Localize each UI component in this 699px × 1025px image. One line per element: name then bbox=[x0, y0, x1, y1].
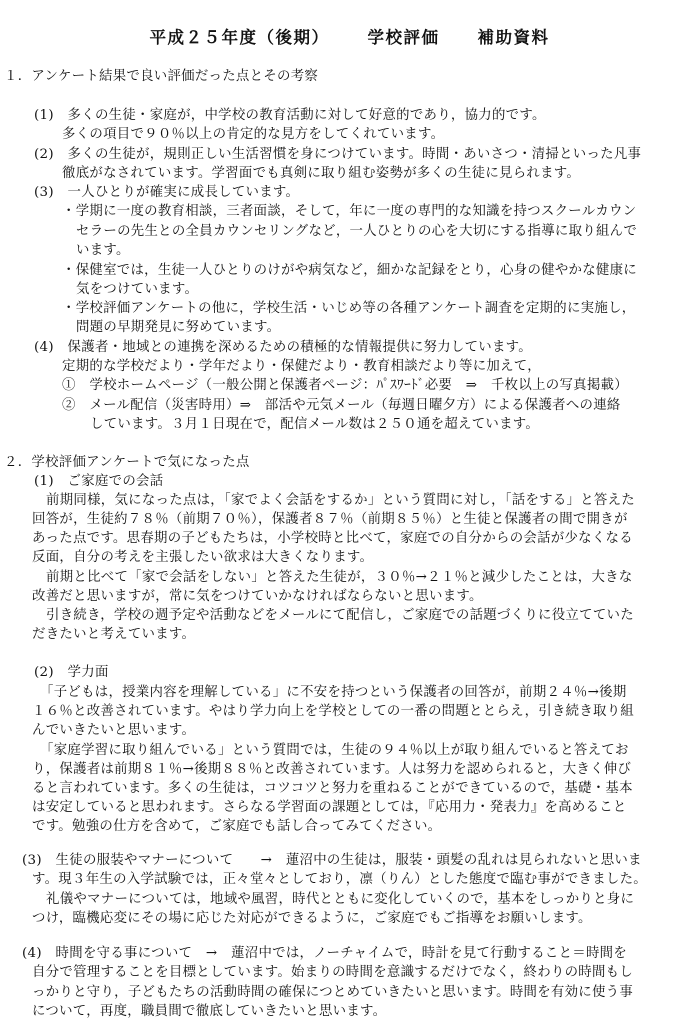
title-evaluation: 学校評価 bbox=[367, 28, 440, 47]
section-2-line: だきたいと考えています。 bbox=[32, 627, 196, 642]
section-1-line: ・保健室では，生徒一人ひとりのけがや病気など，細かな記録をとり，心身の健やかな健康に bbox=[62, 263, 638, 278]
section-2-line: 「家庭学習に取り組んでいる」という質問では，生徒の９４％以上が取り組んでいると答えてお bbox=[40, 743, 629, 758]
section-1-line: ・学期に一度の教育相談，三者面談，そして，年に一度の専門的な知識を持つスクールカウン bbox=[62, 204, 637, 219]
section-1-line: (4) 保護者・地域との連携を深めるための積極的な情報提供に努力しています。 bbox=[34, 340, 532, 355]
section-1-line: 多くの項目で９０％以上の肯定的な見方をしてくれています。 bbox=[62, 127, 445, 142]
section-1-line: しています。３月１日現在で，配信メール数は２５０通を超えています。 bbox=[90, 417, 540, 432]
section-2-line: は安定していると思われます。さらなる学習面の課題としては，『応用力・発表力』を高めること bbox=[32, 800, 627, 815]
section-2-line: １６％と改善されています。やはり学力向上を学校としての一番の問題ととらえ，引き続き取り組 bbox=[32, 704, 635, 719]
section-2-heading: ２．学校評価アンケートで気になった点 bbox=[4, 455, 250, 470]
section-2-line: 回答が，生徒約７８％（前期７０％），保護者８７％（前期８５％）と生徒と保護者の間で開きが bbox=[32, 512, 628, 527]
title-period: 平成２５年度（後期） bbox=[149, 28, 330, 47]
section-2-line: す。現３年生の入学試験では，正々堂々としており，凛（りん）とした態度で臨む事ができました。 bbox=[32, 872, 648, 887]
section-2-line: (1) ご家庭での会話 bbox=[34, 474, 164, 489]
section-2-line: つけ，臨機応変にその場に応じた対応ができるように，ご家庭でもご指導をお願いします。 bbox=[32, 911, 592, 926]
section-2-line: 「子どもは，授業内容を理解している」に不安を持つという保護者の回答が，前期２４％→後期 bbox=[40, 685, 627, 700]
section-1-line: ・学校評価アンケートの他に，学校生活・いじめ等の各種アンケート調査を定期的に実施し， bbox=[62, 301, 636, 316]
section-1-line: セラーの先生との全員カウンセリングなど，一人ひとりの心を大切にする指導に取り組んで bbox=[76, 224, 638, 239]
section-1-line: (2) 多くの生徒が，規則正しい生活習慣を身につけています。時間・あいさつ・清掃といった凡事 bbox=[34, 147, 642, 162]
section-1-heading: １．アンケート結果で良い評価だった点とその考察 bbox=[4, 69, 319, 84]
section-1-line: 気をつけています。 bbox=[76, 282, 199, 297]
section-1-line: (1) 多くの生徒・家庭が，中学校の教育活動に対して好意的であり，協力的です。 bbox=[34, 108, 546, 123]
title-supplement: 補助資料 bbox=[477, 28, 550, 47]
section-2-line: 改善だと思いますが，常に気をつけていかなければならないと思います。 bbox=[32, 589, 483, 604]
section-1-line: 問題の早期発見に努めています。 bbox=[76, 320, 281, 335]
section-1-line: ② メール配信（災害時用）⇒ 部活や元気メール（毎週日曜夕方）による保護者への連絡 bbox=[62, 398, 621, 413]
section-2-line: です。勉強の仕方を含めて，ご家庭でも話し合ってみてください。 bbox=[32, 819, 442, 834]
section-2-line: について，再度，職員間で徹底していきたいと思います。 bbox=[32, 1004, 387, 1019]
section-2-line: (2) 学力面 bbox=[34, 665, 109, 680]
section-2-line: (3) 生徒の服装やマナーについて → 蓮沼中の生徒は，服装・頭髪の乱れは見られないと思いま bbox=[22, 853, 642, 868]
section-2-line: ると言われています。多くの生徒は，コツコツと努力を重ねることができているので，基礎・基本 bbox=[32, 781, 633, 796]
document-title bbox=[0, 24, 699, 48]
section-2-line: 前期同様，気になった点は，「家でよく会話をするか」という質問に対し，「話をする」と答えた bbox=[46, 493, 635, 508]
section-2-line: (4) 時間を守る事について → 蓮沼中では，ノーチャイムで，時計を見て行動すること＝時間を bbox=[22, 946, 628, 961]
section-2-line: あった点です。思春期の子どもたちは，小学校時と比べて，家庭での自分からの会話が少なくなる bbox=[32, 531, 633, 546]
section-2-line: 反面，自分の考えを主張したい欲求は大きくなります。 bbox=[32, 550, 374, 565]
section-1-line: 徹底がなされています。学習面でも真剣に取り組む姿勢が多くの生徒に見られます。 bbox=[62, 166, 581, 181]
section-2-line: 自分で管理することを目標としています。始まりの時間を意識するだけでなく，終わりの時間もし bbox=[32, 965, 634, 980]
section-1-line: 定期的な学校だより・学年だより・保健だより・教育相談だより等に加えて， bbox=[62, 359, 541, 374]
section-2-line: 礼儀やマナーについては，地域や風習，時代とともに変化していくので，基本をしっかりと身に bbox=[46, 892, 635, 907]
section-2-line: っかりと守り，子どもたちの活動時間の確保につとめていきたいと思います。時間を有効に使う事 bbox=[32, 985, 634, 1000]
section-1-line: (3) 一人ひとりが確実に成長しています。 bbox=[34, 185, 300, 200]
section-1-line: います。 bbox=[76, 243, 130, 258]
section-2-line: 引き続き，学校の週予定や活動などをメールにて配信し，ご家庭での話題づくりに役立てていた bbox=[46, 608, 634, 623]
section-2-line: んでいきたいと思います。 bbox=[32, 723, 196, 738]
section-2-line: り，保護者は前期８１％→後期８８％と改善されています。人は努力を認められると，大きく伸び bbox=[32, 762, 632, 777]
section-1-line: ① 学校ホームページ（一般公開と保護者ページ：ﾊﾟｽﾜｰﾄﾞ必要 ⇒ 千枚以上の写真掲載） bbox=[62, 378, 628, 393]
section-2-line: 前期と比べて「家で会話をしない」と答えた生徒が，３０％→２１％と減少したことは，大きな bbox=[46, 570, 633, 585]
